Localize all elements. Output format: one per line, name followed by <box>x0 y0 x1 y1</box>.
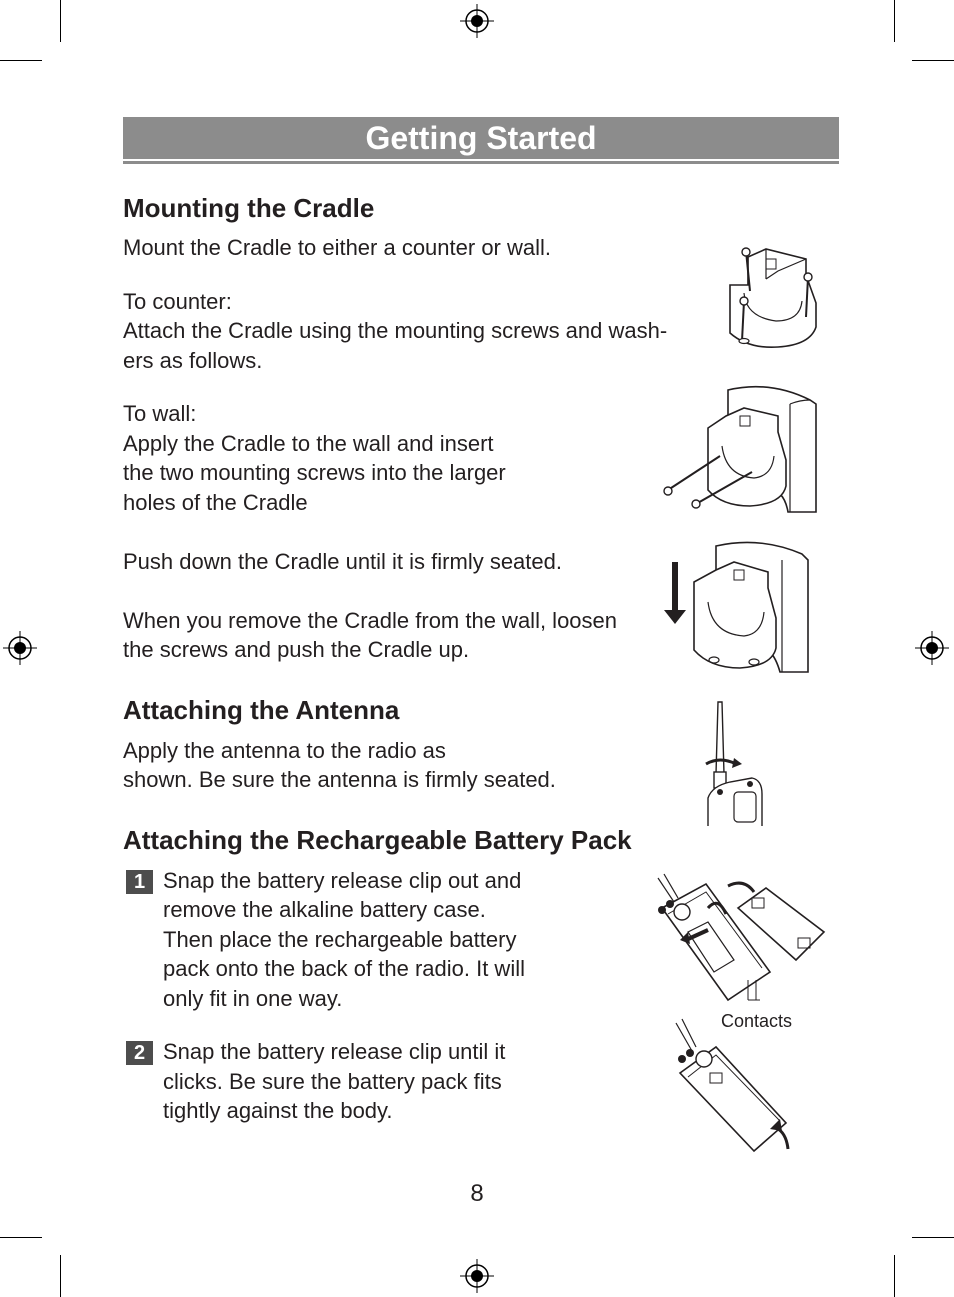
mounting-intro: Mount the Cradle to either a counter or wall. <box>123 235 552 260</box>
crop-mark <box>894 1255 895 1297</box>
remove-line-2: the screws and push the Cradle up. <box>123 637 470 662</box>
contacts-label: Contacts <box>721 1011 793 1031</box>
registration-mark-icon <box>460 4 494 38</box>
antenna-illustration <box>700 698 780 828</box>
registration-mark-icon <box>460 1259 494 1293</box>
section-heading-battery: Attaching the Rechargeable Battery Pack <box>123 825 632 855</box>
wall-label: To wall: <box>123 401 197 426</box>
step-1-line-1: Snap the battery release clip out and <box>163 868 522 893</box>
wall-line-3: holes of the Cradle <box>123 490 308 515</box>
cradle-wall-illustration <box>660 380 820 520</box>
counter-line-2: ers as follows. <box>123 348 263 373</box>
registration-mark-icon <box>915 631 949 665</box>
step-2-line-2: clicks. Be sure the battery pack fits <box>163 1069 502 1094</box>
battery-remove-illustration <box>648 868 838 1008</box>
crop-mark <box>894 0 895 42</box>
crop-mark <box>912 60 954 61</box>
section-heading-mounting: Mounting the Cradle <box>123 193 375 223</box>
counter-line-1: Attach the Cradle using the mounting screws and wash- <box>123 318 668 343</box>
wall-line-1: Apply the Cradle to the wall and insert <box>123 431 494 456</box>
step-number: 2 <box>126 1041 153 1065</box>
step-1-line-3: Then place the rechargeable battery <box>163 927 517 952</box>
section-heading-antenna: Attaching the Antenna <box>123 695 400 725</box>
wall-line-2: the two mounting screws into the larger <box>123 460 506 485</box>
battery-attached-illustration <box>670 1015 800 1155</box>
antenna-line-1: Apply the antenna to the radio as <box>123 738 446 763</box>
crop-mark <box>0 60 42 61</box>
registration-mark-icon <box>3 631 37 665</box>
header-rule <box>123 161 839 164</box>
cradle-counter-illustration <box>718 245 823 355</box>
step-number: 1 <box>126 870 153 894</box>
step-1-line-2: remove the alkaline battery case. <box>163 897 486 922</box>
counter-label: To counter: <box>123 289 232 314</box>
crop-mark <box>60 1255 61 1297</box>
step-2-line-3: tightly against the body. <box>163 1098 393 1123</box>
crop-mark <box>60 0 61 42</box>
page-number: 8 <box>470 1180 484 1207</box>
cradle-push-down-illustration <box>660 538 820 678</box>
crop-mark <box>0 1237 42 1238</box>
crop-mark <box>912 1237 954 1238</box>
page-title: Getting Started <box>365 120 597 156</box>
antenna-line-2: shown. Be sure the antenna is firmly seated. <box>123 767 556 792</box>
remove-line-1: When you remove the Cradle from the wall, loosen <box>123 608 618 633</box>
step-2-line-1: Snap the battery release clip until it <box>163 1039 506 1064</box>
step-1-line-4: pack onto the back of the radio. It will <box>163 956 525 981</box>
step-1-line-5: only fit in one way. <box>163 986 343 1011</box>
push-text: Push down the Cradle until it is firmly seated. <box>123 549 562 574</box>
